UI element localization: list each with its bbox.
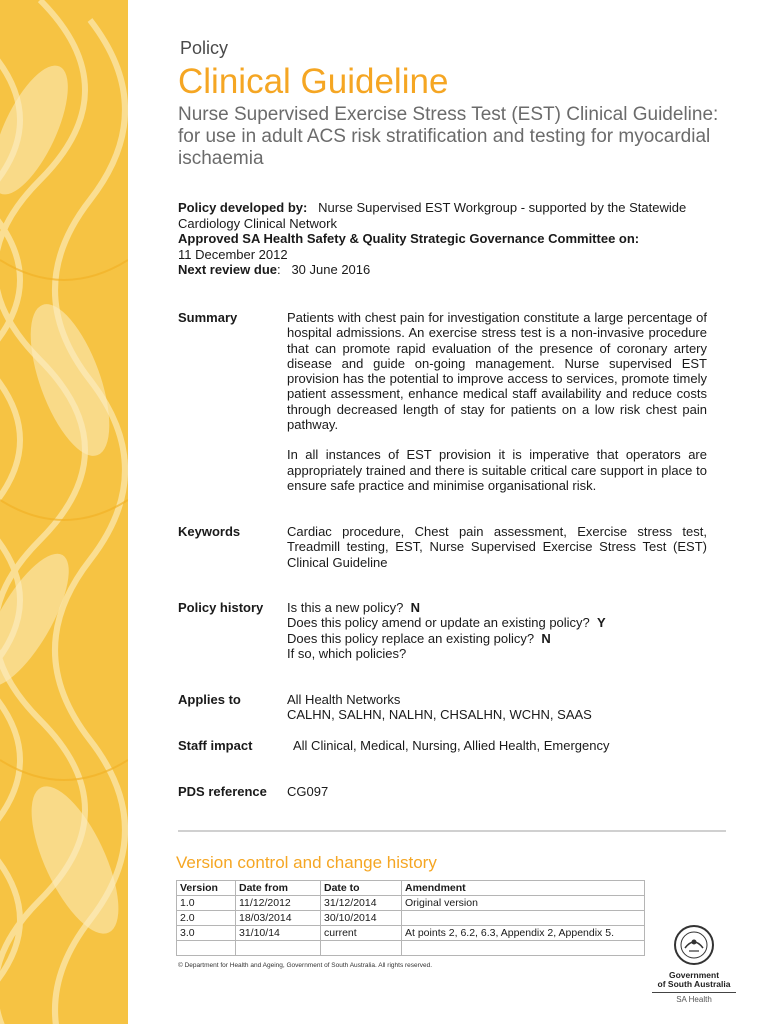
- history-answer: N: [541, 630, 551, 646]
- approved-label: Approved SA Health Safety & Quality Strategic Governance Committee on:: [178, 231, 640, 246]
- table-cell: 3.0: [177, 926, 236, 941]
- table-cell: Original version: [402, 896, 645, 911]
- state-seal-icon: [673, 924, 715, 966]
- history-question: If so, which policies?: [287, 645, 407, 661]
- table-cell: [402, 911, 645, 926]
- table-cell: [236, 941, 321, 956]
- pds-label: PDS reference: [178, 784, 267, 799]
- history-answer: Y: [597, 615, 606, 631]
- gov-logo-line1: Government: [668, 970, 720, 980]
- policy-history-value: [287, 600, 707, 661]
- history-question: Is this a new policy?: [287, 600, 404, 615]
- summary-paragraph: Patients with chest pain for investigation constitute a large percentage of hospital admissions. An exercise stress test is a non-invasive procedure that can promote rapid evaluation of the presence of coronary artery disease and guide on-going management. Nurse supervised EST provision has the potential to improve access to services, promote timely patient assessment, enhance medical staff availability and reduce costs through decreased length of stay for patients on a low risk chest pain pathway.: [287, 310, 707, 433]
- review-value: 30 June 2016: [291, 262, 371, 277]
- sidebar-pattern: [0, 0, 128, 1024]
- table-cell: [402, 941, 645, 956]
- column-header: Date to: [321, 881, 402, 896]
- table-cell: 1.0: [177, 896, 236, 911]
- section-divider: [178, 830, 726, 832]
- version-table-header: [177, 881, 645, 896]
- review-line: Next review due: 30 June 2016: [178, 262, 371, 277]
- applies-to-line: CALHN, SALHN, NALHN, CHSALHN, WCHN, SAAS: [287, 707, 592, 723]
- policy-meta: [178, 200, 738, 278]
- decorative-sidebar: [0, 0, 128, 1024]
- column-header: Amendment: [402, 881, 645, 896]
- history-answer: N: [410, 600, 420, 615]
- summary-label: Summary: [178, 310, 238, 325]
- table-cell: current: [321, 926, 402, 941]
- column-header: Version: [177, 881, 236, 896]
- applies-to-line: All Health Networks: [287, 692, 401, 707]
- pds-value: CG097: [287, 784, 329, 799]
- review-label: Next review due: [178, 262, 277, 277]
- staff-impact-value: All Clinical, Medical, Nursing, Allied Health, Emergency: [293, 738, 610, 753]
- table-cell: 11/12/2012: [236, 896, 321, 911]
- policy-history-label: Policy history: [178, 600, 264, 615]
- summary-value: [287, 310, 707, 508]
- approved-line: [178, 231, 738, 247]
- table-cell: 2.0: [177, 911, 236, 926]
- table-cell: 31/12/2014: [321, 896, 402, 911]
- table-cell: 30/10/2014: [321, 911, 402, 926]
- table-row: [177, 926, 645, 941]
- table-cell: 31/10/14: [236, 926, 321, 941]
- table-row: [177, 941, 645, 956]
- keywords-label: Keywords: [178, 524, 241, 539]
- history-question: Does this policy amend or update an existing policy?: [287, 615, 590, 631]
- document-subtitle: Nurse Supervised Exercise Stress Test (EST) Clinical Guideline: for use in adult ACS risk stratification and testing for myocardial ischaemia: [178, 104, 719, 169]
- version-table: [176, 880, 645, 956]
- history-question: Does this policy replace an existing policy?: [287, 630, 535, 646]
- developed-by-label: Policy developed by:: [178, 200, 308, 215]
- applies-to-value: [287, 692, 707, 723]
- document-title: Clinical Guideline: [178, 62, 449, 101]
- developed-by-line: [178, 200, 738, 231]
- table-cell: [321, 941, 402, 956]
- document-category: Policy: [180, 38, 229, 58]
- table-row: [177, 896, 645, 911]
- table-cell: [177, 941, 236, 956]
- table-row: [177, 911, 645, 926]
- applies-to-label: Applies to: [178, 692, 241, 707]
- copyright-footer: © Department for Health and Ageing, Government of South Australia. All rights reserved.: [178, 962, 433, 969]
- keywords-value: Cardiac procedure, Chest pain assessment, Exercise stress test, Treadmill testing, EST, Nurse Supervised Exercise Stress Test (EST) Clinical Guideline: [287, 524, 707, 570]
- table-cell: At points 2, 6.2, 6.3, Appendix 2, Appendix 5.: [402, 926, 645, 941]
- column-header: Date from: [236, 881, 321, 896]
- government-logo: [652, 924, 736, 1004]
- developed-by-value: Nurse Supervised EST Workgroup - supported by the Statewide Cardiology Clinical Network: [178, 200, 687, 231]
- sa-health-label: SA Health: [652, 992, 736, 1004]
- gov-logo-line2: of South Australia: [657, 979, 731, 989]
- version-control-title: Version control and change history: [176, 853, 437, 872]
- staff-impact-label: Staff impact: [178, 738, 253, 753]
- approved-date: 11 December 2012: [178, 246, 288, 262]
- table-cell: 18/03/2014: [236, 911, 321, 926]
- summary-paragraph: In all instances of EST provision it is imperative that operators are appropriately trained and there is suitable critical care support in place to ensure safe practice and minimise organisational risk.: [287, 447, 707, 493]
